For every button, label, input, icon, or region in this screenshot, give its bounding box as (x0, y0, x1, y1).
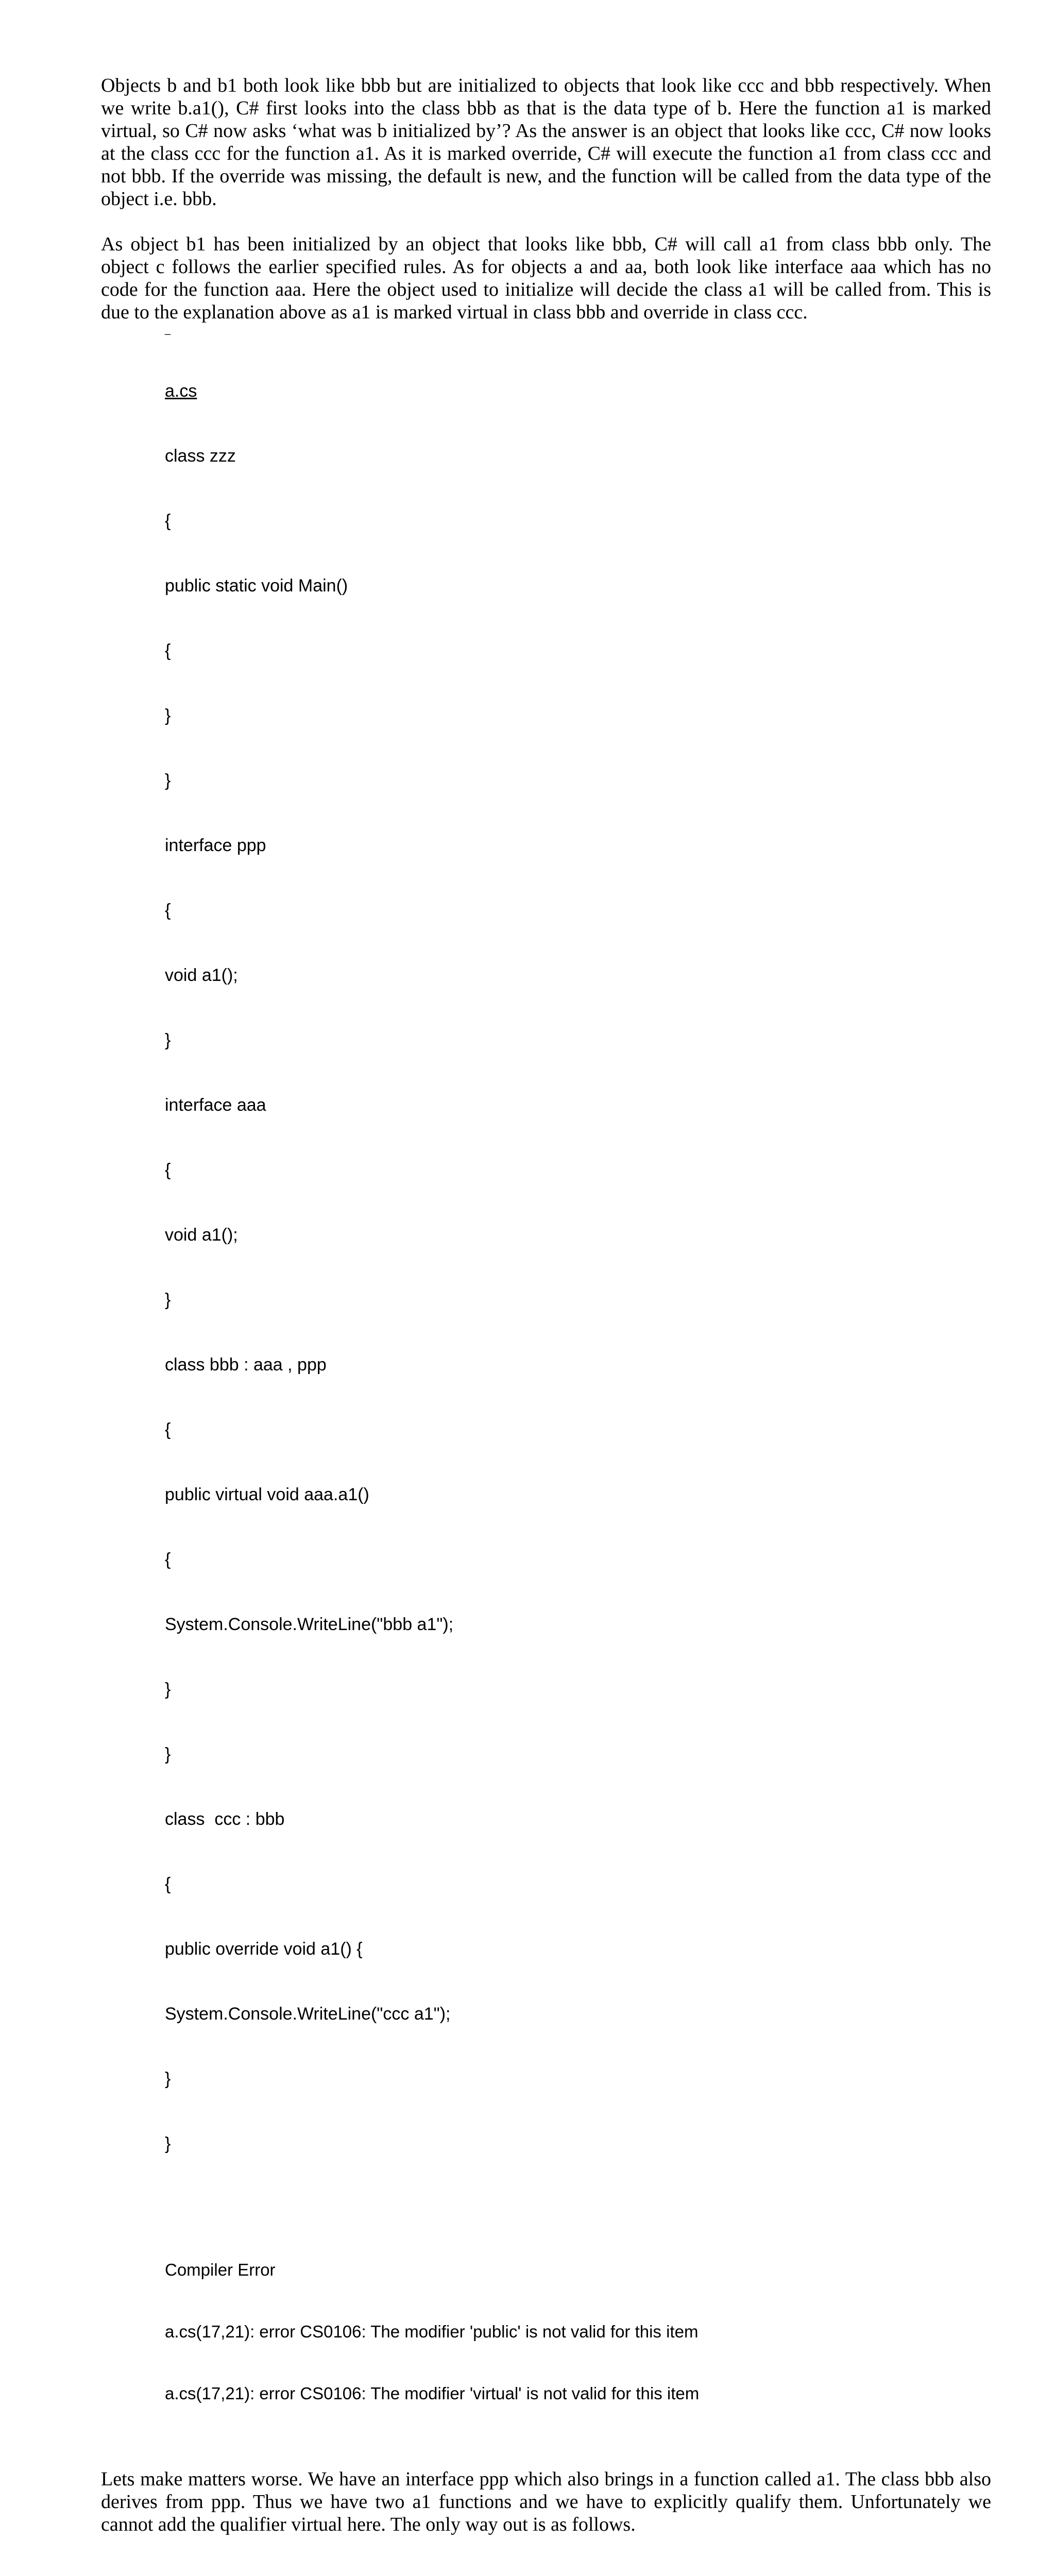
paragraph-3 (101, 2468, 991, 2536)
code-line: { (165, 511, 171, 531)
compiler-error-title: Compiler Error (165, 2260, 276, 2279)
code-line: void a1(); (165, 1225, 238, 1245)
code-line: } (165, 2134, 171, 2154)
paragraph-2 (101, 233, 991, 324)
code-line: } (165, 1030, 171, 1050)
code-line: { (165, 1874, 171, 1894)
code-line: } (165, 1744, 171, 1764)
paragraph-line: As object b1 has been initialized by an object that looks like bbb, C# will call a1 from class bbb only. The (101, 233, 991, 255)
code-line: { (165, 901, 171, 920)
paragraph-line: at the class ccc for the function a1. As it is marked override, C# will execute the function a1 from class ccc and (101, 143, 991, 164)
code-line: } (165, 706, 171, 725)
code-line: interface aaa (165, 1095, 266, 1115)
paragraph-line: not bbb. If the override was missing, the default is new, and the function will be called from the data type of the (101, 165, 991, 187)
compiler-error-line: a.cs(17,21): error CS0106: The modifier 'virtual' is not valid for this item (165, 2384, 700, 2403)
paragraph-line: due to the explanation above as a1 is marked virtual in class bbb and override in class ccc. (101, 301, 808, 323)
code-line: } (165, 2069, 171, 2089)
code-line: void a1(); (165, 965, 238, 985)
paragraph-line: derives from ppp. Thus we have two a1 functions and we have to explicitly qualify them. Unfortunately we (101, 2491, 991, 2513)
code-line: { (165, 1160, 171, 1180)
compiler-error-block (101, 2218, 991, 2445)
code-line: { (165, 641, 171, 660)
code-line: interface ppp (165, 836, 266, 855)
code-line: } (165, 1680, 171, 1699)
code-line: System.Console.WriteLine("ccc a1"); (165, 2004, 451, 2024)
code-line: class zzz (165, 446, 236, 466)
paragraph-line: object i.e. bbb. (101, 188, 217, 210)
paragraph-line: Objects b and b1 both look like bbb but are initialized to objects that look like ccc and bbb respectively. When (101, 75, 991, 96)
paragraph-line: object c follows the earlier specified rules. As for objects a and aa, both look like interface aaa which has no (101, 256, 991, 278)
code-line: } (165, 771, 171, 790)
paragraph-line: Lets make matters worse. We have an interface ppp which also brings in a function called a1. The class bbb also (101, 2468, 991, 2490)
code-line: System.Console.WriteLine("bbb a1"); (165, 1615, 454, 1634)
document-page (101, 74, 991, 2576)
stray-mark: _ (165, 324, 171, 335)
code-listing-2 (101, 2558, 991, 2576)
paragraph-line: cannot add the qualifier virtual here. The only way out is as follows. (101, 2514, 636, 2535)
code-line: { (165, 1420, 171, 1439)
code-line: class bbb : aaa , ppp (165, 1355, 327, 1375)
code-line: public static void Main() (165, 576, 348, 596)
paragraph-line: we write b.a1(), C# first looks into the class bbb as that is the data type of b. Here the function a1 is marked (101, 97, 991, 119)
code-line: public virtual void aaa.a1() (165, 1485, 369, 1504)
paragraph-1 (101, 74, 991, 210)
code-line: public override void a1() { (165, 1939, 363, 1959)
code-filename: a.cs (165, 381, 197, 401)
paragraph-line: code for the function aaa. Here the object used to initialize will decide the class a1 will be called from. This is (101, 279, 991, 300)
paragraph-line: virtual, so C# now asks ‘what was b initialized by’? As the answer is an object that looks like ccc, C# now looks (101, 120, 991, 142)
code-line: class ccc : bbb (165, 1809, 285, 1829)
code-listing-1 (101, 337, 991, 2198)
code-line: { (165, 1550, 171, 1569)
code-line: } (165, 1290, 171, 1310)
compiler-error-line: a.cs(17,21): error CS0106: The modifier 'public' is not valid for this item (165, 2322, 699, 2341)
